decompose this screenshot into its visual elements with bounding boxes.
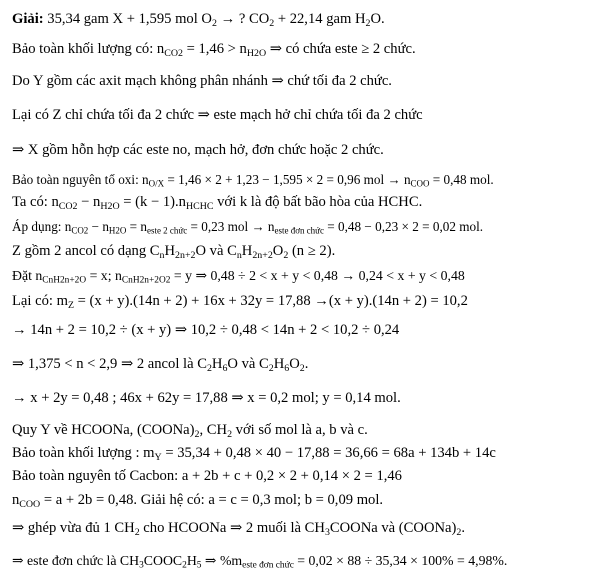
line-09: Z gồm 2 ancol có dạng $C_nH_{2n+2}O$ và $C_nH_{2n+2}O_2$ (n ≥ 2). bbox=[12, 243, 336, 261]
line-03: Do Y gồm các axit mạch không phân nhánh ⇒ chứ tối đa 2 chức. bbox=[12, 73, 392, 89]
line-13: ⇒ 1,375 < n < 2,9 ⇒ 2 ancol là $C_2H_6O$ và $C_2H_6O_2$. bbox=[12, 356, 309, 374]
line-02: Bảo toàn khối lượng có: $n_{CO2} = 1,46 > n_{H2O}$ ⇒ có chứa este ≥ 2 chức. bbox=[12, 41, 416, 59]
line-11: Lại có: $m_Z = (x + y).(14n + 2) + 16x + 32y = 17,88 \to(x + y).(14n + 2) = 10,2$ bbox=[12, 293, 468, 311]
line-05: ⇒ X gồm hỗn hợp các este no, mạch hở, đơn chức hoặc 2 chức. bbox=[12, 142, 384, 158]
solution-label: Giải: bbox=[12, 11, 44, 27]
line-07: Ta có: $n_{CO2} - n_{H2O} = (k - 1).n_{HCHC}$ với k là độ bất bão hòa của HCHC. bbox=[12, 194, 423, 212]
line-14: → x + 2y = 0,48 ; 46x + 62y = 17,88 ⇒ x = 0,2 mol; y = 0,14 mol. bbox=[12, 390, 401, 406]
line-04: Lại có Z chỉ chứa tối đa 2 chức ⇒ este mạch hở chỉ chứa tối đa 2 chức bbox=[12, 107, 423, 123]
line-17: Bảo toàn nguyên tố Cacbon: a + 2b + c + 0,2 × 2 + 0,14 × 2 = 1,46 bbox=[12, 468, 402, 484]
line-06: Bảo toàn nguyên tố oxi: $n_{O/X} = 1,46 \times 2 + 1,23 - 1,595 \times 2 = 0,96$ mol → $n_{COO} = 0,48$ mol. bbox=[12, 172, 494, 189]
line-01: 35,34 gam X + 1,595 mol $O_2$ → ? $CO_2 + 22,14$ gam $H_2O$. bbox=[43, 11, 385, 29]
line-20: ⇒ este đơn chức là $CH_3COOC_2H_5$ ⇒ $\%m_{este đơn chức} = 0,02 \times 88 \div 35,34 \times 100\% = 4,98\%$. bbox=[12, 553, 508, 571]
line-16: Bảo toàn khối lượng : $m_Y = 35,34 + 0,48 \times 40 - 17,88 = 36,66 = 68a + 134b + 14c$ bbox=[12, 445, 496, 463]
line-19: ⇒ ghép vừa đủ 1 $CH_2$ cho HCOONa ⇒ 2 muối là $CH_3COONa$ và $(COONa)_2$. bbox=[12, 520, 465, 538]
line-12: → 14n + 2 = 10,2 ÷ (x + y) ⇒ 10,2 ÷ 0,48 < 14n + 2 < 10,2 ÷ 0,24 bbox=[12, 322, 400, 338]
line-18: $n_{COO} = a + 2b = 0,48$. Giải hệ có: a = c = 0,3 mol; b = 0,09 mol. bbox=[12, 492, 384, 510]
line-15: Quy Y về HCOONa, $(COONa)_2$, $CH_2$ với số mol là a, b và c. bbox=[12, 422, 368, 440]
line-10: Đặt $n_{CnH2n+2O} = x$; $n_{CnH2n+2O2} = y$ ⇒ 0,48 ÷ 2 < x + y < 0,48 → 0,24 < x + y < 0,48 bbox=[12, 268, 465, 286]
line-08: Áp dụng: $n_{CO2} - n_{H2O} = n_{este 2 chức} = 0,23$ mol → $n_{este đơn chức} = 0,48 - 0,23 \times 2 = 0,02$ mol. bbox=[12, 219, 484, 236]
